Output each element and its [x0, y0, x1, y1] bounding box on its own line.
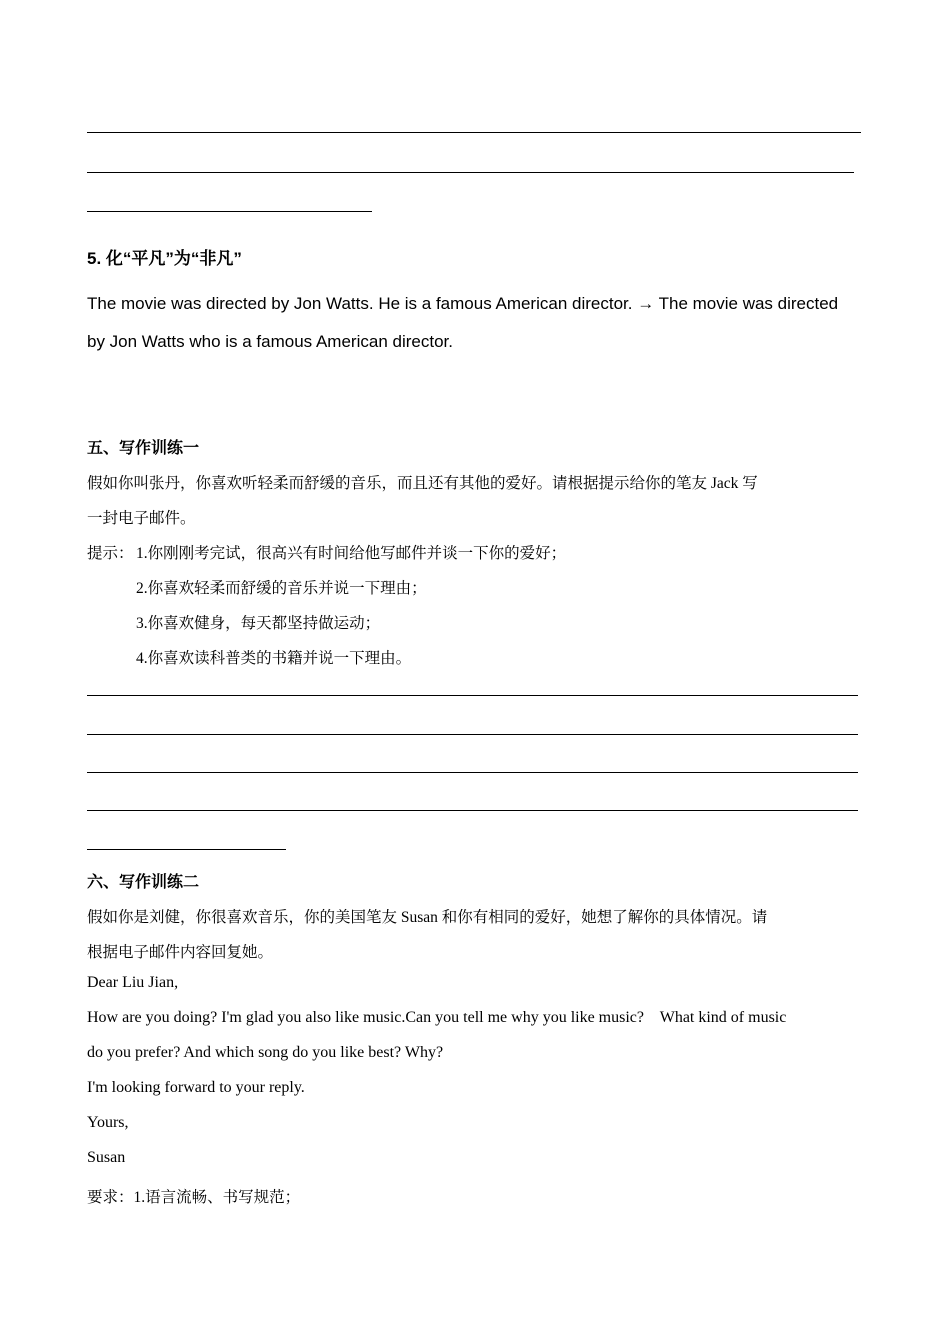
- letter-body-line: do you prefer? And which song do you like best? Why?: [87, 1044, 444, 1061]
- answer-line[interactable]: [87, 734, 858, 735]
- hint-item: 3.你喜欢健身，每天都坚持做运动；: [136, 615, 381, 632]
- answer-line[interactable]: [87, 849, 286, 850]
- answer-line[interactable]: [87, 211, 372, 212]
- letter-greeting: Dear Liu Jian,: [87, 974, 179, 991]
- writing-prompt-line: 根据电子邮件内容回复她。: [87, 944, 274, 961]
- example-sentence-line: The movie was directed by Jon Watts. He is a famous American director. → The movie was directed: [87, 294, 839, 313]
- answer-line[interactable]: [87, 810, 858, 811]
- letter-closing-line: I'm looking forward to your reply.: [87, 1079, 305, 1096]
- writing-prompt-line: 假如你是刘健，你很喜欢音乐，你的美国笔友 Susan 和你有相同的爱好，她想了解你的具体情况。请: [87, 909, 768, 926]
- writing-prompt-line: 一封电子邮件。: [87, 510, 196, 527]
- answer-line[interactable]: [87, 695, 858, 696]
- hints-label: 提示：: [87, 545, 134, 562]
- writing-prompt-line: 假如你叫张丹，你喜欢听轻柔而舒缓的音乐，而且还有其他的爱好。请根据提示给你的笔友 Jack 写: [87, 475, 758, 492]
- requirements-line: 要求：1.语言流畅、书写规范；: [87, 1189, 301, 1206]
- hint-item: 4.你喜欢读科普类的书籍并说一下理由。: [136, 650, 412, 667]
- answer-line[interactable]: [87, 132, 861, 133]
- example-sentence-line: by Jon Watts who is a famous American director.: [87, 332, 453, 351]
- answer-line[interactable]: [87, 172, 854, 173]
- section-liu-heading: 六、写作训练二: [87, 874, 200, 891]
- letter-body-line: How are you doing? I'm glad you also like music.Can you tell me why you like music? What kind of music: [87, 1009, 787, 1026]
- section-5-heading: 5. 化“平凡”为“非凡”: [87, 249, 242, 268]
- hint-item: 1.你刚刚考完试，很高兴有时间给他写邮件并谈一下你的爱好；: [136, 545, 567, 562]
- section-wu-heading: 五、写作训练一: [87, 440, 200, 457]
- hint-item: 2.你喜欢轻柔而舒缓的音乐并说一下理由；: [136, 580, 427, 597]
- answer-line[interactable]: [87, 772, 858, 773]
- letter-signature: Susan: [87, 1149, 126, 1166]
- letter-signoff: Yours,: [87, 1114, 129, 1131]
